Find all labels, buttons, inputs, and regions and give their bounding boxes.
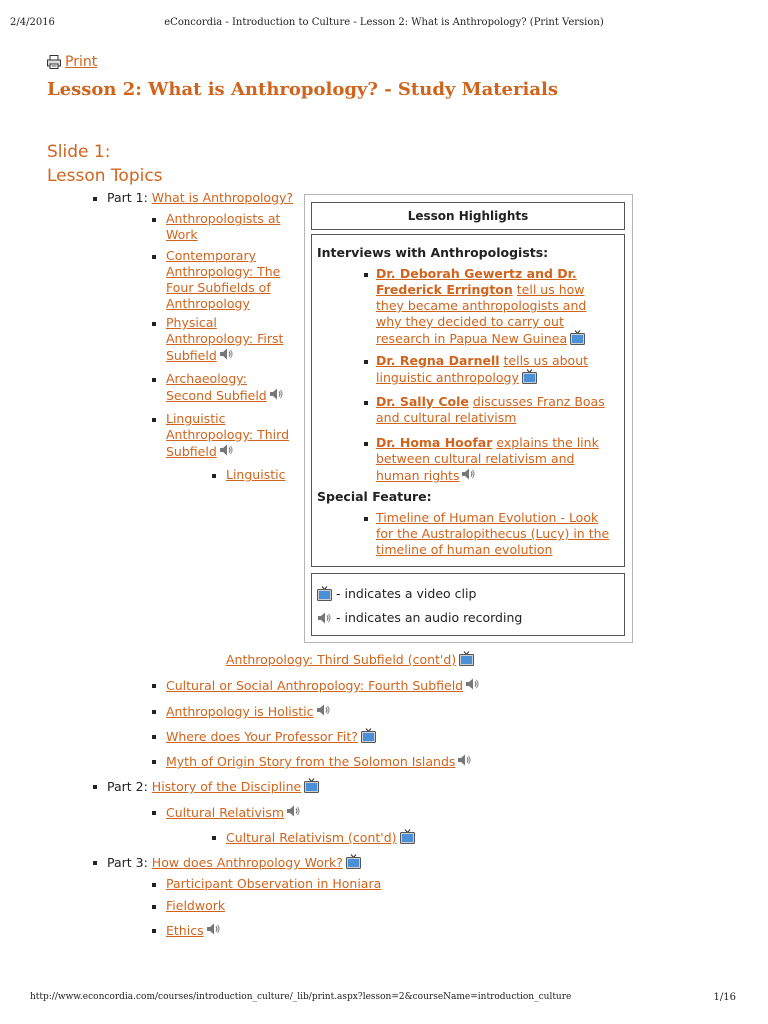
bullet [152,760,156,764]
topic-anthropologists-at-work[interactable]: Anthropologists at Work [166,211,281,242]
bullet [364,401,368,405]
topic-holistic [166,703,331,720]
topic-cultural-social-anthropology [166,677,480,694]
bullet [93,861,97,865]
legend-audio-text: - indicates an audio recording [336,610,523,625]
lesson-topics-heading: Lesson Topics [47,166,163,186]
topic-linguistic-anthropology [166,411,294,460]
bullet [93,785,97,789]
topic-physical-anthropology [166,315,294,364]
audio-icon[interactable] [461,467,476,481]
video-icon[interactable] [570,330,585,345]
topic-linguistic-contd-link[interactable]: Anthropology: Third Subfield (cont'd) [226,652,457,667]
topic-physical-anthropology-link[interactable]: Physical Anthropology: First Subfield [166,315,284,363]
interview-item [376,353,614,386]
interview-name-link[interactable]: Dr. Deborah Gewertz and Dr. Frederick Errington [376,266,577,297]
part3-prefix: Part 3: [107,855,152,870]
interview-item [376,394,614,426]
bullet [152,710,156,714]
legend-audio-row [317,610,522,625]
part2-row [107,778,319,795]
bullet [152,883,156,887]
lesson-highlights-box [304,194,633,643]
video-icon[interactable] [304,778,319,793]
print-label[interactable]: Print [65,54,98,70]
legend-video-row [317,586,476,601]
audio-icon[interactable] [465,677,480,691]
print-header-title: eConcordia - Introduction to Culture - Lesson 2: What is Anthropology? (Print Version) [164,17,604,28]
topic-cultural-relativism-contd-link[interactable]: Cultural Relativism (cont'd) [226,830,397,845]
print-footer-url: http://www.econcordia.com/courses/introduction_culture/_lib/print.aspx?lesson=2&courseName=introduction_culture [30,992,572,1002]
audio-icon[interactable] [457,753,472,767]
part2-prefix: Part 2: [107,779,152,794]
interview-text-link[interactable]: discusses Franz Boas and cultural relativism [376,394,605,425]
interview-name-link[interactable]: Dr. Sally Cole [376,394,469,409]
bullet [152,905,156,909]
print-link[interactable] [47,54,97,70]
topic-cultural-relativism-link[interactable]: Cultural Relativism [166,805,285,820]
legend-video-text: - indicates a video clip [336,586,477,601]
lesson-highlights-content [311,234,625,567]
icon-legend [311,573,625,636]
lesson-highlights-title: Lesson Highlights [311,202,625,230]
topic-professor-fit-link[interactable]: Where does Your Professor Fit? [166,729,358,744]
interview-text-link[interactable]: explains the link between cultural relativism and human rights [376,435,599,483]
bullet [212,474,216,478]
topic-participant-observation[interactable]: Participant Observation in Honiara [166,876,382,891]
bullet [152,735,156,739]
topic-archaeology-link[interactable]: Archaeology: Second Subfield [166,371,267,403]
topic-cultural-relativism-contd [226,829,415,846]
topic-professor-fit [166,728,376,745]
bullet [212,836,216,840]
bullet [93,197,97,201]
bullet [152,378,156,382]
bullet [152,218,156,222]
bullet [152,929,156,933]
topic-myth-of-origin-link[interactable]: Myth of Origin Story from the Solomon Islands [166,754,456,769]
bullet [364,517,368,521]
audio-icon[interactable] [219,443,234,457]
part1-link[interactable]: What is Anthropology? [151,190,294,205]
interview-text-link[interactable]: tell us how they became anthropologists and why they decided to carry out research in Papua New Guinea [376,282,587,346]
topic-fieldwork[interactable]: Fieldwork [166,898,226,913]
video-icon[interactable] [459,651,474,666]
timeline-link[interactable]: Timeline of Human Evolution - Look for the Australopithecus (Lucy) in the timeline of human evolution [376,510,610,557]
audio-icon [317,611,332,625]
topic-ethics-link[interactable]: Ethics [166,923,204,938]
topic-linguistic-contd-part1[interactable]: Linguistic [226,467,286,482]
part3-row [107,854,361,871]
part2-link[interactable]: History of the Discipline [151,779,302,794]
part3-link[interactable]: How does Anthropology Work? [151,855,343,870]
video-icon[interactable] [346,854,361,869]
topic-ethics [166,922,221,939]
video-icon [317,586,332,601]
bullet [364,360,368,364]
video-icon[interactable] [522,369,537,384]
interview-text-link[interactable]: tells us about linguistic anthropology [376,353,589,385]
bullet [152,684,156,688]
audio-icon[interactable] [219,347,234,361]
part1-row [107,190,293,206]
special-feature-heading: Special Feature: [317,489,432,504]
topic-linguistic-anthropology-link[interactable]: Linguistic Anthropology: Third Subfield [166,411,290,459]
interview-name-link[interactable]: Dr. Homa Hoofar [376,435,493,450]
page-title: Lesson 2: What is Anthropology? - Study Materials [47,79,558,100]
bullet [152,418,156,422]
topic-cultural-social-anthropology-link[interactable]: Cultural or Social Anthropology: Fourth Subfield [166,678,464,693]
bullet [152,255,156,259]
topic-linguistic-contd-part2 [226,651,474,668]
print-date: 2/4/2016 [10,17,55,28]
video-icon[interactable] [361,728,376,743]
interviews-heading: Interviews with Anthropologists: [317,245,549,260]
bullet [364,442,368,446]
audio-icon[interactable] [206,922,221,936]
audio-icon[interactable] [269,387,284,401]
topic-cultural-relativism [166,804,301,821]
page-number: 1/16 [713,992,736,1003]
slide-title: Slide 1: [47,142,111,162]
interview-name-link[interactable]: Dr. Regna Darnell [376,353,500,368]
part1-prefix: Part 1: [107,190,152,205]
bullet [152,811,156,815]
bullet [364,273,368,277]
topic-myth-of-origin [166,753,472,770]
topic-holistic-link[interactable]: Anthropology is Holistic [166,704,314,719]
audio-icon[interactable] [316,703,331,717]
interview-item [376,266,614,347]
interview-item [376,435,614,484]
video-icon[interactable] [400,829,415,844]
audio-icon[interactable] [286,804,301,818]
bullet [152,322,156,326]
topic-four-subfields[interactable]: Contemporary Anthropology: The Four Subfields of Anthropology [166,248,281,311]
printer-icon[interactable] [47,55,61,69]
topic-archaeology [166,371,294,404]
special-feature-item [376,510,614,558]
